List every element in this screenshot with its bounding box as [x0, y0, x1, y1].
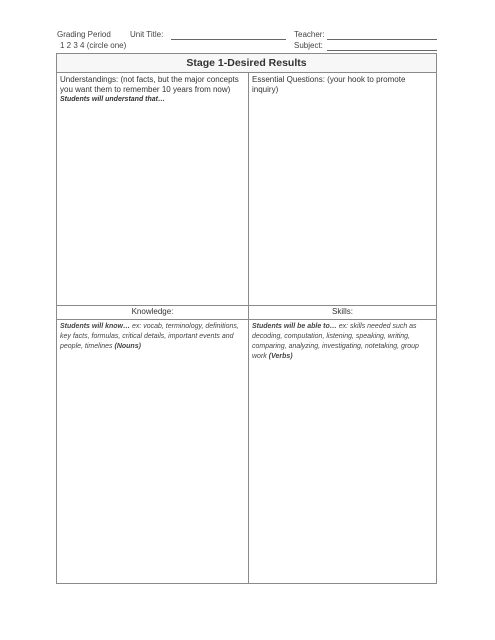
- unit-title-label: Unit Title:: [130, 30, 164, 39]
- essential-questions-label: Essential Questions: (your hook to promote inquiry): [252, 75, 406, 94]
- skills-tag: (Verbs): [268, 353, 293, 360]
- unit-title-field[interactable]: [171, 39, 286, 40]
- teacher-field[interactable]: [327, 39, 437, 40]
- teacher-label: Teacher:: [294, 30, 325, 39]
- understandings-cell[interactable]: [57, 73, 248, 304]
- essential-questions-cell[interactable]: [249, 73, 436, 304]
- knowledge-tag: (Nouns): [114, 343, 141, 350]
- skills-header: Skills:: [332, 307, 353, 316]
- skills-body: ex: skills needed such as decoding, computation, listening, speaking, writing, comparing, analyzing, investigating, notetaking, group work: [252, 323, 419, 360]
- understandings-label: Understandings: (not facts, but the major concepts you want them to remember 10 years from now): [60, 75, 239, 94]
- skills-lead: Students will be able to…: [252, 323, 337, 330]
- desired-results-table: [56, 53, 437, 584]
- knowledge-cell[interactable]: [57, 320, 248, 583]
- subject-field[interactable]: [327, 50, 437, 51]
- skills-cell[interactable]: [249, 320, 436, 583]
- knowledge-body: ex: vocab, terminology, definitions, key facts, formulas, critical details, important events and people, timelines: [60, 323, 239, 350]
- grading-period-options[interactable]: 1 2 3 4 (circle one): [60, 41, 127, 50]
- grading-period-label: Grading Period: [57, 30, 111, 39]
- understandings-prompt: Students will understand that…: [60, 96, 166, 103]
- knowledge-description: [60, 322, 245, 352]
- column-divider: [248, 73, 249, 583]
- knowledge-header: Knowledge:: [131, 307, 174, 316]
- subject-label: Subject:: [294, 41, 323, 50]
- stage-title: Stage 1-Desired Results: [57, 54, 436, 73]
- knowledge-lead: Students will know…: [60, 323, 131, 330]
- skills-description: [252, 322, 433, 362]
